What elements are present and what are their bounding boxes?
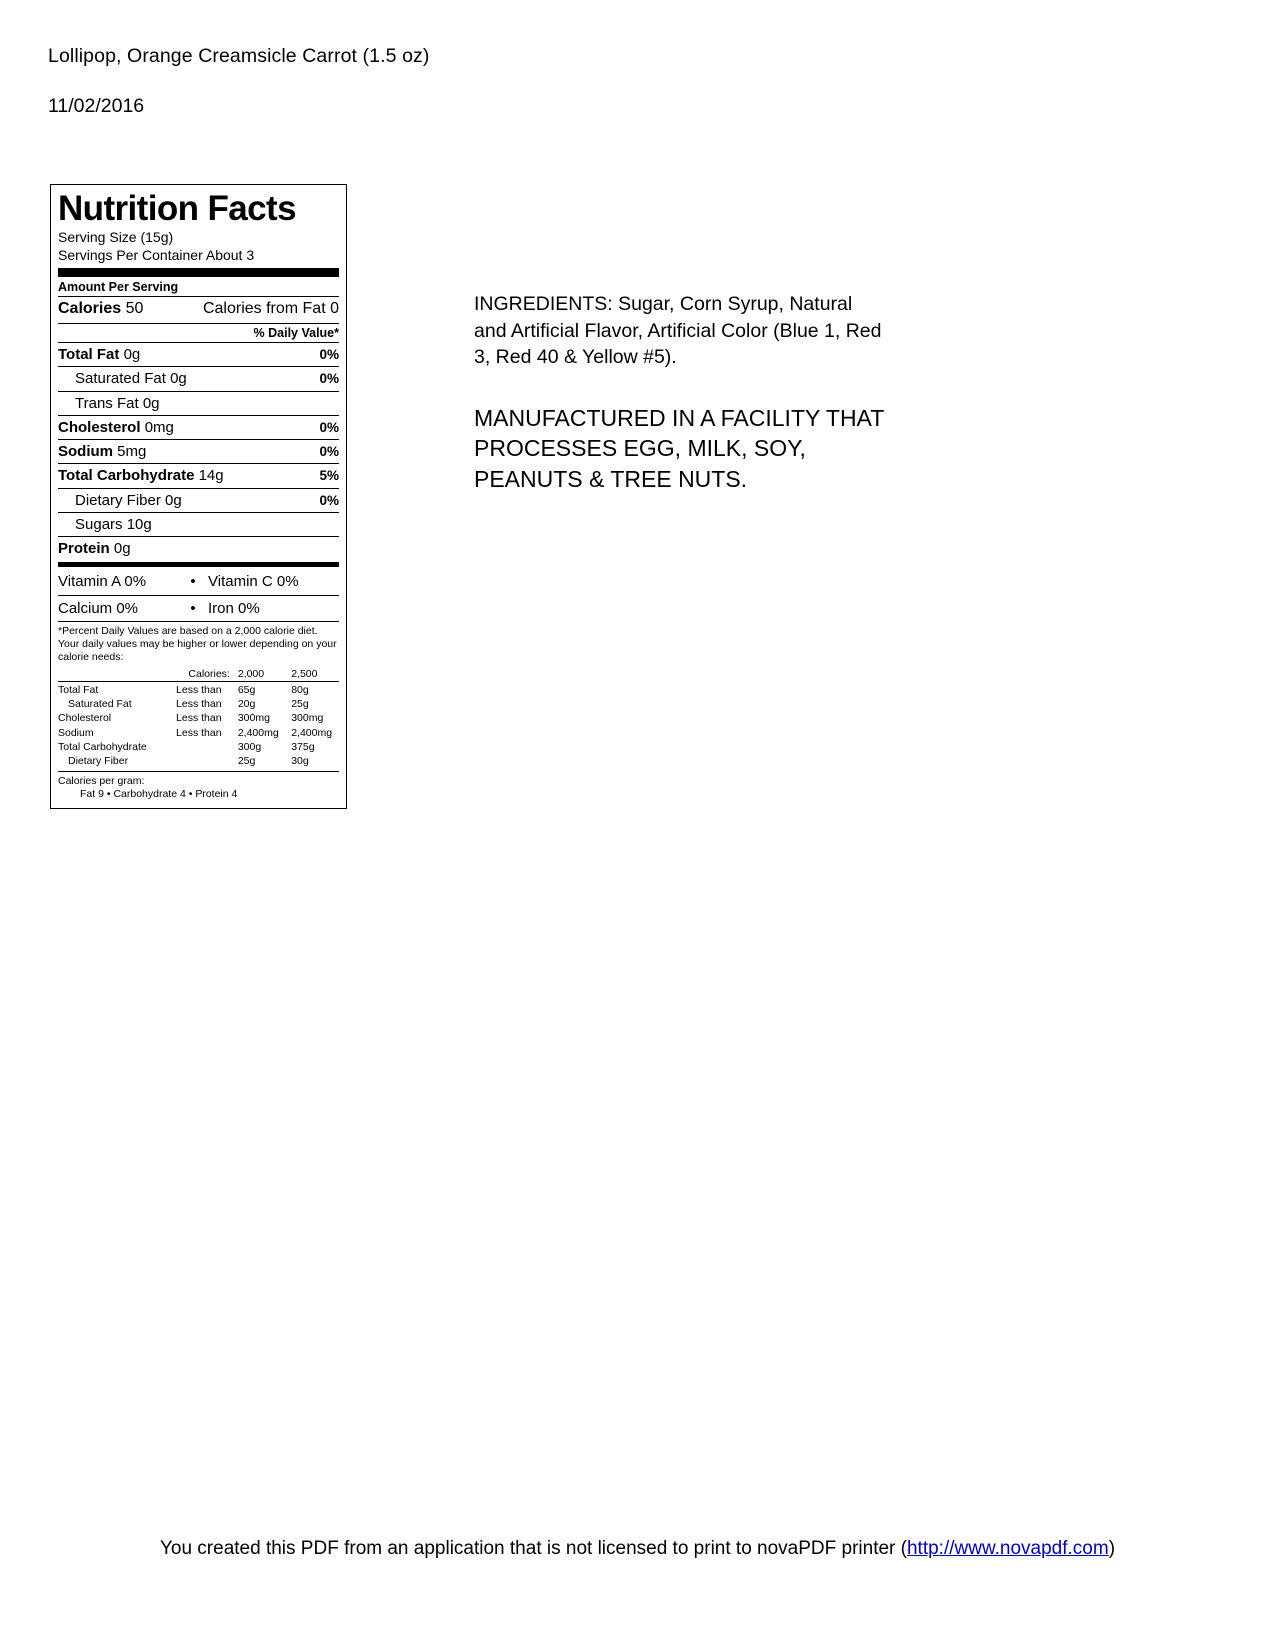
vitamin-a-value: Vitamin A 0% xyxy=(58,573,147,591)
dv-2500: 30g xyxy=(291,754,309,767)
dv-name: Dietary Fiber xyxy=(68,754,129,767)
calories-from-fat: Calories from Fat 0 xyxy=(202,300,339,318)
vitamin-row-1 xyxy=(58,569,339,594)
dv-name: Total Fat xyxy=(58,684,99,697)
dv-less: Less than xyxy=(176,726,222,739)
divider-thick-top xyxy=(58,268,339,277)
daily-value-table-body xyxy=(58,683,339,767)
dv-2000: 65g xyxy=(237,684,256,697)
daily-value-footnote: *Percent Daily Values are based on a 2,000 calorie diet. Your daily values may be higher or lower depending on your calorie needs: xyxy=(58,624,337,664)
dv-less: Less than xyxy=(176,712,222,725)
daily-value-header: % Daily Value* xyxy=(253,325,339,340)
nutrient-amount: 0g xyxy=(113,540,131,558)
dv-2500: 2,400mg xyxy=(291,726,333,739)
nutrient-label: Trans Fat xyxy=(75,394,139,412)
dv-2000: 2,400mg xyxy=(237,726,279,739)
dv-less xyxy=(176,754,238,768)
nutrient-row-total-fat xyxy=(58,343,339,366)
calories-cell xyxy=(58,300,143,318)
vitamin-c-value: Vitamin C 0% xyxy=(208,573,299,591)
nutrient-dv: 0% xyxy=(319,419,339,435)
bullet-separator-icon: • xyxy=(190,573,196,591)
dv-col-calories-label: Calories: xyxy=(188,668,230,681)
nutrient-label: Sodium xyxy=(58,443,113,461)
dv-name: Saturated Fat xyxy=(68,698,132,711)
nutrient-name-cell xyxy=(58,516,152,533)
dv-col-2000: 2,000 xyxy=(237,668,265,681)
nutrient-label: Dietary Fiber xyxy=(75,491,161,509)
vitamin-row-2 xyxy=(58,596,339,621)
bullet-separator-icon: • xyxy=(190,599,196,617)
nutrient-dv: 5% xyxy=(319,468,339,484)
dv-2500: 25g xyxy=(291,698,309,711)
dv-2000: 300mg xyxy=(237,712,270,725)
nutrient-dv: 0% xyxy=(319,371,339,387)
nutrient-label: Protein xyxy=(58,540,110,558)
dv-2000: 25g xyxy=(237,754,256,767)
nutrient-label: Saturated Fat xyxy=(75,370,166,388)
nutrient-row-dietary-fiber xyxy=(58,489,339,512)
nutrient-row-sugars xyxy=(58,513,339,536)
nutrient-label: Cholesterol xyxy=(58,418,141,436)
nutrient-label: Total Fat xyxy=(58,346,120,364)
nutrient-row-cholesterol xyxy=(58,416,339,439)
nutrient-name-cell xyxy=(58,419,174,436)
page-title: Lollipop, Orange Creamsicle Carrot (1.5 oz) xyxy=(48,45,430,67)
nutrient-amount: 10g xyxy=(126,515,152,533)
dv-2000: 20g xyxy=(237,698,256,711)
nutrient-row-saturated-fat xyxy=(58,367,339,390)
dv-name: Cholesterol xyxy=(58,712,112,725)
nutrient-amount: 5mg xyxy=(117,443,147,461)
nutrient-amount: 0g xyxy=(170,370,187,388)
nutrient-name-cell xyxy=(58,540,131,557)
daily-value-table xyxy=(58,667,339,681)
dv-col-2500: 2,500 xyxy=(291,668,318,681)
dv-2500: 300mg xyxy=(291,712,324,725)
nutrition-facts-heading: Nutrition Facts xyxy=(58,189,296,228)
nutrient-amount: 0mg xyxy=(144,418,174,436)
amount-per-serving-label: Amount Per Serving xyxy=(58,280,179,294)
nutrient-dv: 0% xyxy=(319,444,339,460)
nutrient-amount: 0g xyxy=(165,491,182,509)
nutrient-dv: 0% xyxy=(319,347,339,363)
dv-name: Sodium xyxy=(58,726,94,739)
document-date: 11/02/2016 xyxy=(48,95,145,117)
nutrient-row-protein xyxy=(58,537,339,560)
calories-label: Calories xyxy=(58,300,122,318)
nutrient-name-cell xyxy=(58,346,140,363)
divider-14 xyxy=(58,681,339,682)
table-row xyxy=(58,683,339,697)
table-row xyxy=(58,697,339,711)
serving-size: Serving Size (15g) xyxy=(58,229,174,245)
dv-2500: 80g xyxy=(291,684,309,697)
calories-per-gram-label: Calories per gram: xyxy=(58,774,145,787)
table-row-header xyxy=(58,667,339,681)
nutrition-facts-panel xyxy=(50,184,347,809)
novapdf-link[interactable]: http://www.novapdf.com xyxy=(906,1538,1109,1559)
dv-less xyxy=(176,740,238,754)
table-row xyxy=(58,740,339,754)
nutrient-row-trans-fat xyxy=(58,392,339,415)
allergen-statement: MANUFACTURED IN A FACILITY THAT PROCESSES EGG, MILK, SOY, PEANUTS & TREE NUTS. xyxy=(474,405,884,492)
nutrient-amount: 0g xyxy=(123,346,141,364)
nutrient-name-cell xyxy=(58,492,182,509)
nutrient-row-sodium xyxy=(58,440,339,463)
nutrient-row-total-carbohydrate xyxy=(58,464,339,487)
dv-name: Total Carbohydrate xyxy=(58,740,147,753)
iron-value: Iron 0% xyxy=(208,599,260,617)
nutrient-label: Total Carbohydrate xyxy=(58,467,195,485)
dv-less: Less than xyxy=(176,698,222,711)
pdf-footer-notice xyxy=(0,1538,1275,1560)
ingredients-text: INGREDIENTS: Sugar, Corn Syrup, Natural and Artificial Flavor, Artificial Color (Blue 1, Red 3, Red 40 & Yellow #5). xyxy=(474,293,882,369)
calories-per-gram-values: Fat 9 • Carbohydrate 4 • Protein 4 xyxy=(80,788,238,801)
dv-2500: 375g xyxy=(291,740,315,753)
nutrient-name-cell xyxy=(58,443,146,460)
nutrient-label: Sugars xyxy=(75,515,123,533)
dv-col-name xyxy=(58,667,176,681)
divider-thick-vitamins xyxy=(58,562,339,567)
table-row xyxy=(58,711,339,725)
nutrient-name-cell xyxy=(58,467,224,484)
calcium-value: Calcium 0% xyxy=(58,599,139,617)
nutrient-dv: 0% xyxy=(319,492,339,508)
dv-less: Less than xyxy=(176,684,222,697)
nutrient-name-cell xyxy=(58,395,160,412)
nutrient-amount: 0g xyxy=(142,394,160,412)
servings-per-container: Servings Per Container About 3 xyxy=(58,246,255,263)
nutrient-amount: 14g xyxy=(198,467,224,485)
calories-value: 50 xyxy=(125,300,144,318)
calories-per-gram-block xyxy=(58,772,339,802)
table-row xyxy=(58,726,339,740)
footer-text-after: ) xyxy=(1108,1538,1116,1559)
nutrient-name-cell xyxy=(58,370,187,387)
table-row xyxy=(58,754,339,768)
calories-row xyxy=(58,297,339,322)
footer-text-before: You created this PDF from an application that is not licensed to print to novaPDF printer ( xyxy=(159,1538,907,1559)
dv-2000: 300g xyxy=(237,740,262,753)
